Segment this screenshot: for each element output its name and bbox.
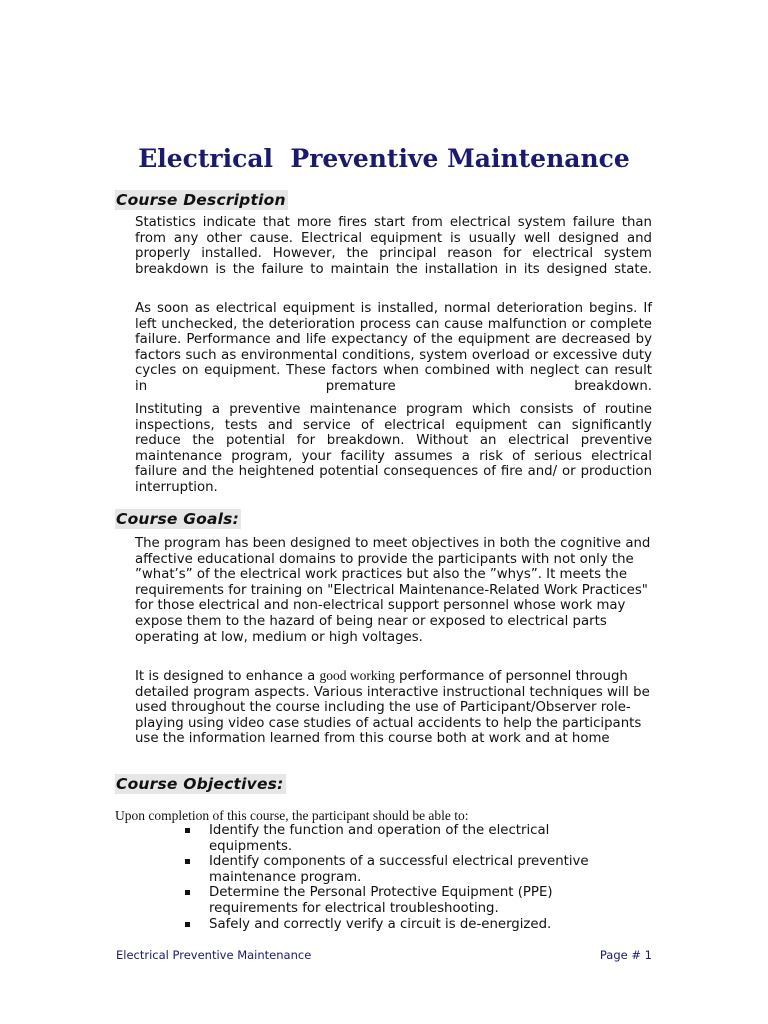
description-paragraph-1: Statistics indicate that more fires start from electrical system failure than from any other cause. Electrical equipment is usually well designed and properly installed. However, the principal reason for electrical system breakdown is the failure to maintain the installation in its designed state. xyxy=(135,215,652,277)
goals-paragraph-2-end: performance of personnel through detailed program aspects. Various interactive instructional techniques will be used throughout the course including the use of Participant/Observer role-playing using video case studies of actual accidents to help the participants use the information learned from this course both at work and at home xyxy=(135,669,650,747)
square-bullet-icon xyxy=(185,859,190,864)
objective-item xyxy=(185,885,625,916)
goals-paragraph-2-serif-phrase: good working xyxy=(319,668,395,683)
description-paragraph-3: Instituting a preventive maintenance program which consists of routine inspections, tests and service of electrical equipment can significantly reduce the potential for breakdown. Without an electrical preventive maintenance program, your facility assumes a risk of serious electrical failure and the heightened potential consequences of fire and/ or production interruption. xyxy=(135,402,652,495)
document-title: Electrical Preventive Maintenance xyxy=(138,144,630,173)
square-bullet-icon xyxy=(185,828,190,833)
footer-page-number: Page # 1 xyxy=(599,948,652,962)
objectives-intro: Upon completion of this course, the participant should be able to: xyxy=(115,808,469,823)
objective-text: Safely and correctly verify a circuit is de-energized. xyxy=(209,916,552,932)
objective-text: Identify components of a successful electrical preventive maintenance program. xyxy=(209,854,589,885)
objective-item xyxy=(185,917,625,933)
course-objectives-heading: Course Objectives: xyxy=(116,775,284,793)
objective-item xyxy=(185,854,625,885)
square-bullet-icon xyxy=(185,922,190,927)
objective-text: Determine the Personal Protective Equipment (PPE) requirements for electrical troubleshooting. xyxy=(209,885,553,916)
square-bullet-icon xyxy=(185,890,190,895)
objective-text: Identify the function and operation of the electrical equipments. xyxy=(209,823,550,854)
objective-item xyxy=(185,823,625,854)
goals-paragraph-2-start: It is designed to enhance a xyxy=(135,669,320,684)
course-description-heading: Course Description xyxy=(116,191,286,209)
description-paragraph-2: As soon as electrical equipment is installed, normal deterioration begins. If left unchecked, the deterioration process can cause malfunction or complete failure. Performance and life expectancy of the equipment are decreased by factors such as environmental conditions, system overload or excessive duty cycles on equipment. These factors when combined with neglect can result in premature breakdown. xyxy=(135,301,652,394)
objectives-list xyxy=(185,823,625,932)
course-goals-heading: Course Goals: xyxy=(116,510,240,528)
goals-paragraph-2 xyxy=(135,668,652,747)
footer-document-title: Electrical Preventive Maintenance xyxy=(116,948,312,962)
goals-paragraph-1: The program has been designed to meet objectives in both the cognitive and affective educational domains to provide the participants with not only the ”what’s” of the electrical work practices but also the ”whys”. It meets the requirements for training on "Electrical Maintenance-Related Work Practices" for those electrical and non-electrical support personnel whose work may expose them to the hazard of being near or exposed to electrical parts operating at low, medium or high voltages. xyxy=(135,536,651,645)
